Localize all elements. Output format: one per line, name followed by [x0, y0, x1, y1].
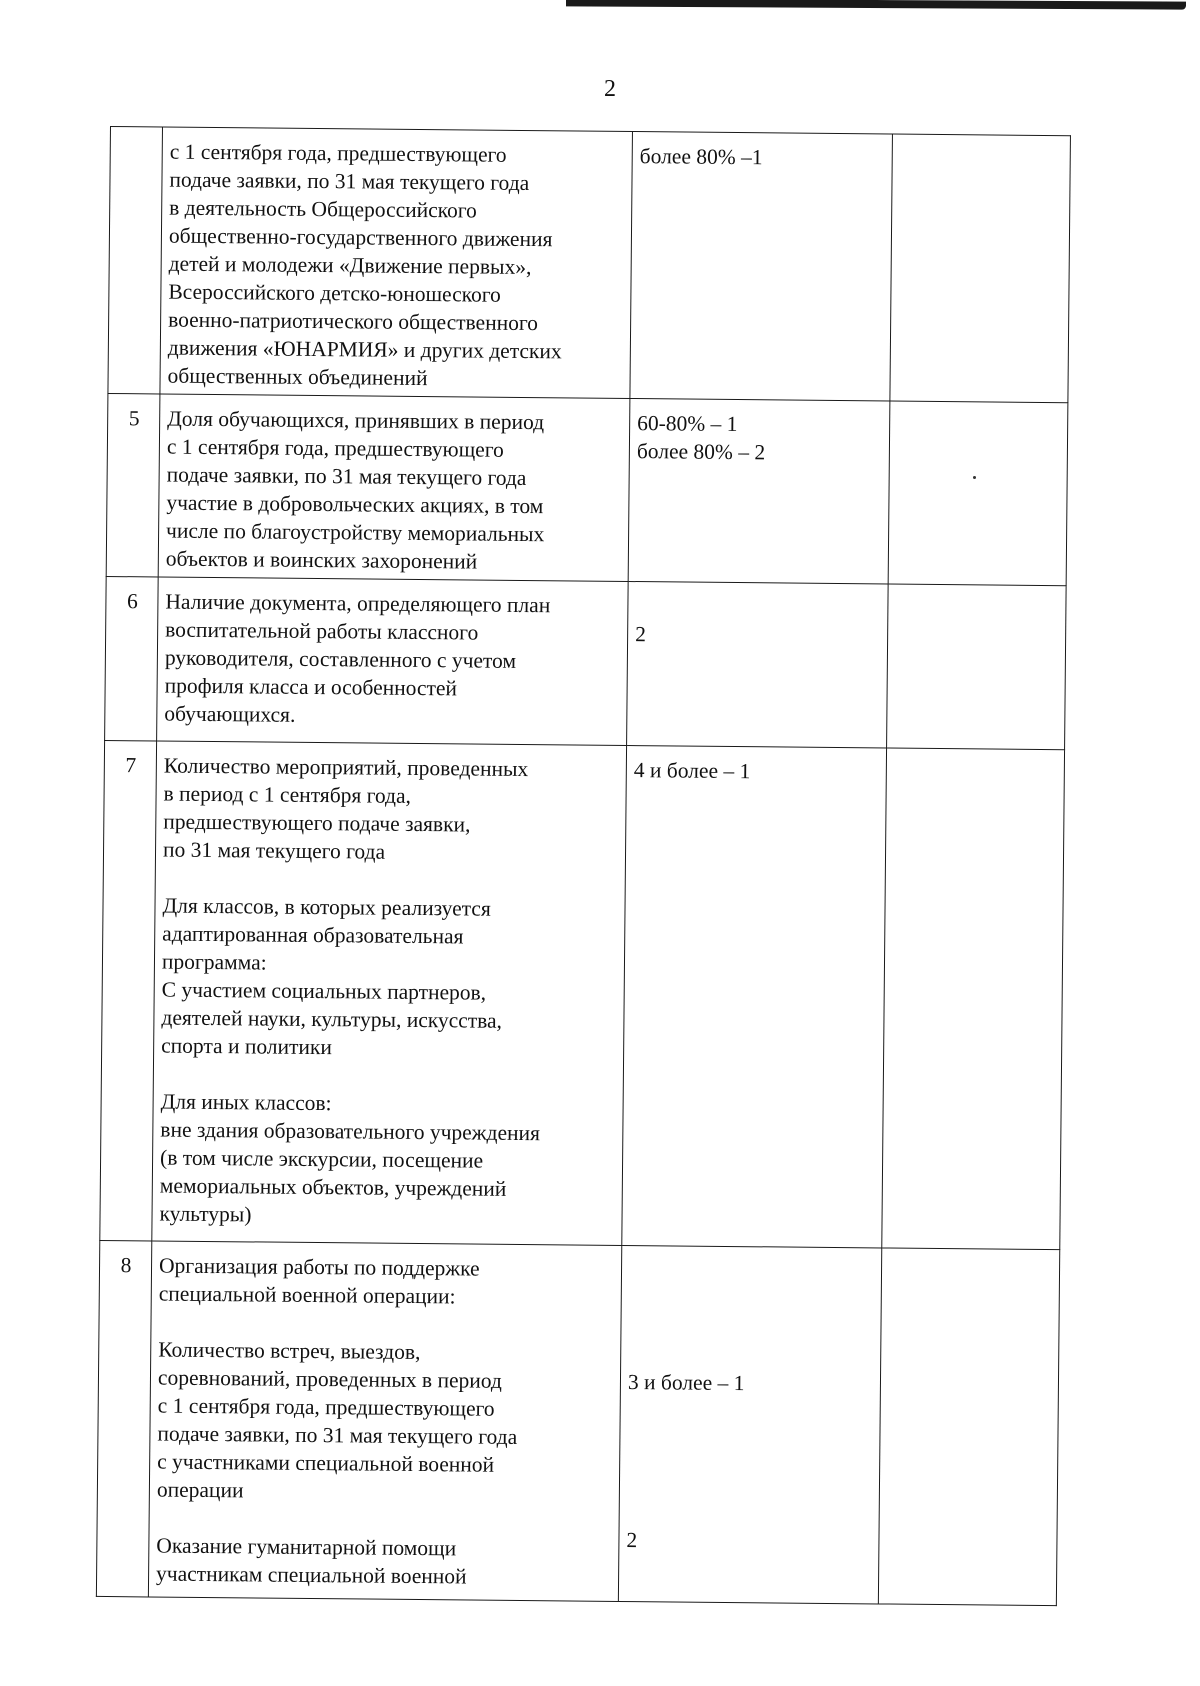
criteria-line: Организация работы по поддержке: [158, 1253, 480, 1281]
criteria-line: участие в добровольческих акциях, в том: [166, 490, 544, 519]
score-value: 60-80% – 1: [637, 411, 738, 437]
criteria-cell: [158, 394, 630, 582]
empty-cell: [882, 748, 1065, 1250]
score-value: 4 и более – 1: [633, 758, 751, 784]
score-cell: [622, 745, 887, 1247]
criteria-line: военно-патриотического общественного: [168, 307, 539, 336]
score-cell: [627, 581, 889, 747]
row-number: 7: [100, 740, 157, 1240]
criteria-line: по 31 мая текущего года: [162, 837, 386, 864]
criteria-line: руководителя, составленного с учетом: [164, 645, 517, 673]
criteria-line: специальной военной операции:: [158, 1281, 456, 1309]
criteria-line: Для классов, в которых реализуется: [162, 893, 491, 921]
row-number: 6: [105, 576, 159, 740]
criteria-line: (в том числе экскурсии, посещение: [159, 1145, 484, 1173]
table-row: [108, 127, 1071, 403]
criteria-line: подаче заявки, по 31 мая текущего года: [166, 462, 527, 491]
row-number: 5: [106, 393, 160, 576]
criteria-line: участникам специальной военной: [155, 1561, 467, 1589]
empty-cell: [890, 134, 1071, 403]
criteria-line: мемориальных объектов, учреждений: [159, 1173, 507, 1201]
criteria-line: движения «ЮНАРМИЯ» и других детских: [167, 335, 562, 364]
score-cell: [628, 399, 890, 584]
criteria-line: с участниками специальной военной: [157, 1449, 495, 1477]
empty-cell: [878, 1248, 1059, 1606]
table-row: [105, 576, 1067, 749]
criteria-line: объектов и воинских захоронений: [165, 546, 478, 574]
criteria-line: адаптированная образовательная: [162, 921, 464, 949]
score-value: более 80% – 2: [636, 439, 766, 465]
score-value: 3 и более – 1: [627, 1370, 745, 1396]
criteria-line: профиля класса и особенностей: [164, 673, 458, 701]
criteria-cell: [157, 577, 629, 746]
criteria-line: Всероссийского детско-юношеского: [168, 279, 501, 307]
criteria-table: [96, 126, 1071, 1606]
criteria-line: с 1 сентября года, предшествующего: [169, 139, 507, 167]
scan-edge-bar: [566, 0, 1186, 10]
criteria-line: в период с 1 сентября года,: [163, 781, 412, 808]
criteria-line: вне здания образовательного учреждения: [160, 1117, 541, 1146]
criteria-line: соревнований, проведенных в период: [157, 1365, 503, 1393]
criteria-line: Количество мероприятий, проведенных: [163, 753, 529, 782]
score-value: 2: [626, 1528, 638, 1553]
scan-speck: [973, 476, 976, 479]
criteria-line: воспитательной работы классного: [165, 617, 479, 645]
empty-cell: [888, 401, 1068, 586]
criteria-line: деятелей науки, культуры, искусства,: [161, 1005, 503, 1033]
row-number: [108, 127, 163, 394]
criteria-cell: [152, 741, 627, 1245]
score-value: более 80% –1: [639, 144, 763, 170]
criteria-line: числе по благоустройству мемориальных: [166, 518, 545, 547]
criteria-line: с 1 сентября года, предшествующего: [166, 434, 504, 462]
criteria-line: обучающихся.: [164, 701, 296, 727]
criteria-line: Оказание гуманитарной помощи: [156, 1533, 457, 1561]
criteria-line: С участием социальных партнеров,: [161, 977, 487, 1005]
criteria-line: спорта и политики: [161, 1033, 333, 1060]
score-cell: [630, 132, 893, 401]
criteria-line: Наличие документа, определяющего план: [165, 589, 551, 618]
table-row: [106, 393, 1068, 585]
score-value: 2: [635, 622, 647, 647]
criteria-line: операции: [156, 1477, 244, 1503]
empty-cell: [887, 584, 1067, 750]
criteria-line: в деятельность Общероссийского: [169, 195, 477, 223]
score-cell: [618, 1245, 881, 1603]
criteria-cell: [160, 127, 633, 398]
criteria-line: с 1 сентября года, предшествующего: [157, 1393, 495, 1421]
criteria-line: программа:: [161, 949, 267, 975]
criteria-line: культуры): [159, 1201, 252, 1227]
criteria-cell: [148, 1241, 621, 1601]
criteria-line: предшествующего подаче заявки,: [163, 809, 471, 837]
page-number: 2: [604, 76, 616, 102]
table-row: [100, 740, 1065, 1249]
criteria-line: Количество встреч, выездов,: [158, 1337, 421, 1365]
row-number: 8: [96, 1240, 151, 1596]
criteria-line: подаче заявки, по 31 мая текущего года: [157, 1421, 518, 1449]
criteria-line: детей и молодежи «Движение первых»,: [168, 251, 532, 280]
criteria-line: общественных объединений: [167, 363, 428, 391]
criteria-line: Для иных классов:: [160, 1089, 332, 1116]
table-row: [96, 1240, 1059, 1605]
criteria-line: подаче заявки, по 31 мая текущего года: [169, 167, 530, 196]
criteria-line: Доля обучающихся, принявших в период: [167, 406, 545, 435]
criteria-line: общественно-государственного движения: [168, 223, 553, 252]
